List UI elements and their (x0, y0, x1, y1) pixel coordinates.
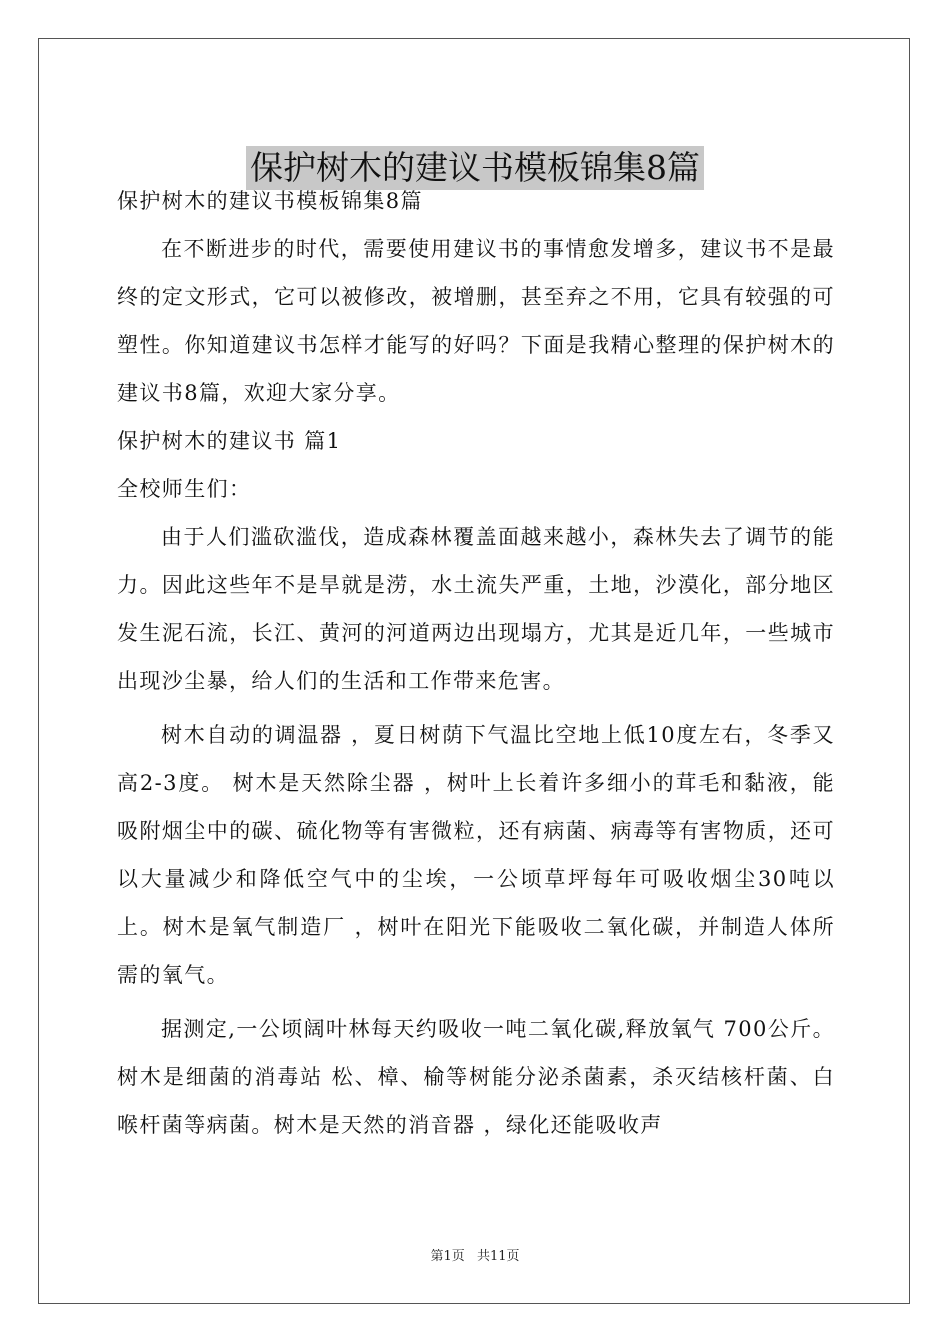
intro-paragraph: 在不断进步的时代，需要使用建议书的事情愈发增多，建议书不是最终的定文形式，它可以被修改，被增删，甚至弃之不用，它具有较强的可塑性。你知道建议书怎样才能写的好吗？下面是我精心整理的保护树木的建议书8篇，欢迎大家分享。 (117, 237, 835, 405)
document-title: 保护树木的建议书模板锦集8篇 (246, 146, 704, 190)
body-paragraph-2: 树木自动的调温器 ，夏日树荫下气温比空地上低10度左右，冬季又高2-3度。 树木是天然除尘器 ，树叶上长着许多细小的茸毛和黏液，能吸附烟尘中的碳、硫化物等有害微粒，还有病菌、病毒等有害物质，还可以大量减少和降低空气中的尘埃，一公顷草坪每年可吸收烟尘30吨以上。树木是氧气制造厂 ，树叶在阳光下能吸收二氧化碳，并制造人体所需的氧气。 (117, 723, 835, 987)
section-heading: 保护树木的建议书 篇1 (117, 429, 342, 453)
page-footer (0, 1248, 950, 1266)
page-number: 第1页 (430, 1249, 465, 1264)
body-paragraph-1: 由于人们滥砍滥伐，造成森林覆盖面越来越小，森林失去了调节的能力。因此这些年不是旱就是涝，水土流失严重，土地，沙漠化，部分地区发生泥石流，长江、黄河的河道两边出现塌方，尤其是近几年，一些城市出现沙尘暴，给人们的生活和工作带来危害。 (117, 525, 835, 693)
body-paragraph-3: 据测定,一公顷阔叶林每天约吸收一吨二氧化碳,释放氧气 700公斤。树木是细菌的消毒站 松、樟、榆等树能分泌杀菌素，杀灭结核杆菌、白喉杆菌等病菌。树木是天然的消音器 ，绿化还能吸收声 (117, 1017, 835, 1137)
document-body (117, 177, 835, 1149)
page-total: 共11页 (476, 1249, 520, 1264)
salutation: 全校师生们： (117, 477, 252, 501)
document-subtitle: 保护树木的建议书模板锦集8篇 (117, 189, 423, 213)
